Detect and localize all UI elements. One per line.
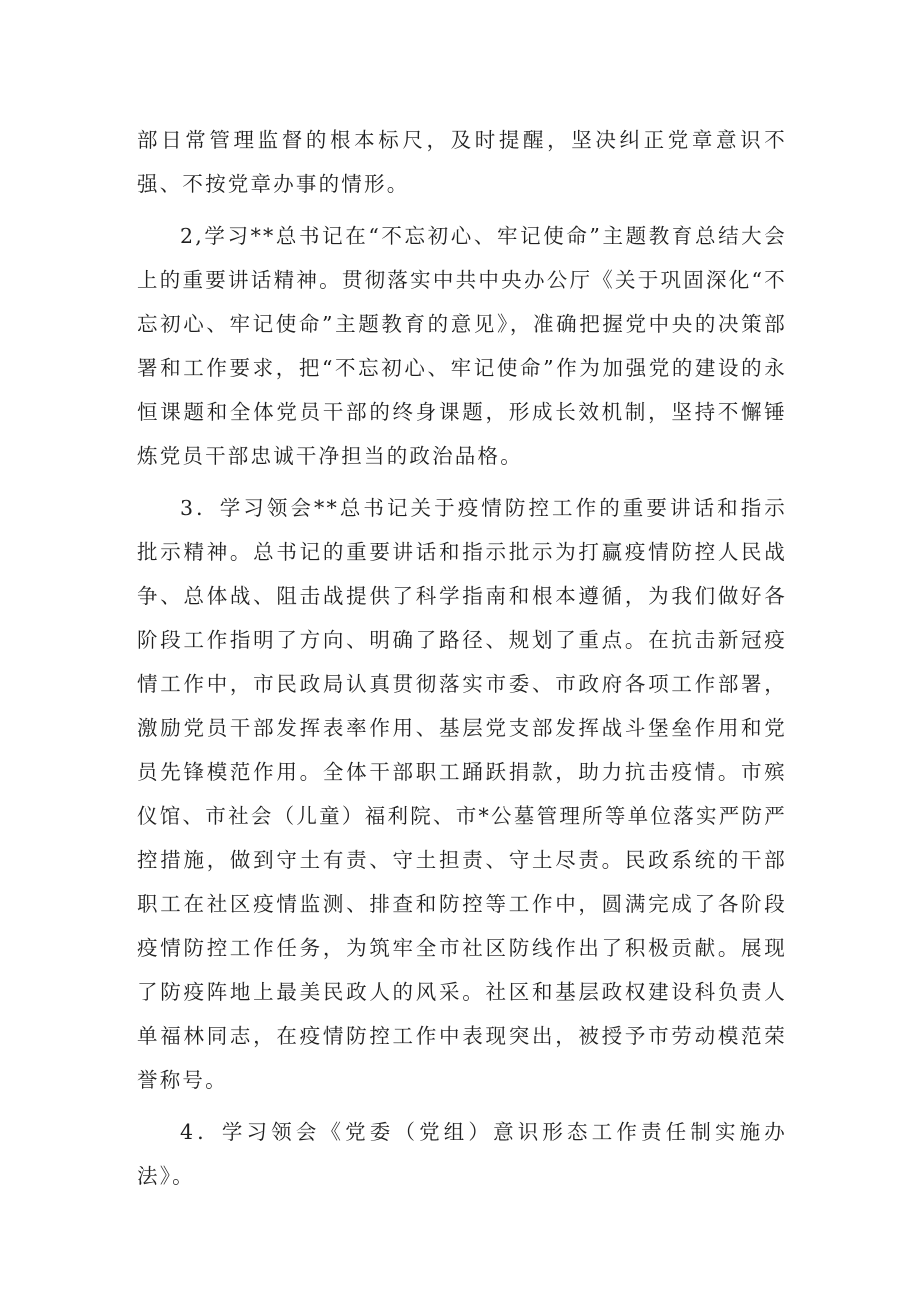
document-body [137, 118, 787, 1206]
paragraph-continuation: 部日常管理监督的根本标尺，及时提醒，坚决纠正党章意识不强、不按党章办事的情形。 [137, 128, 787, 196]
paragraph-item-3: 3．学习领会**总书记关于疫情防控工作的重要讲话和指示批示精神。总书记的重要讲话和指示批示为打赢疫情防控人民战争、总体战、阻击战提供了科学指南和根本遵循，为我们做好各阶段工作指明了方向、明确了路径、规划了重点。在抗击新冠疫情工作中，市民政局认真贯彻落实市委、市政府各项工作部署，激励党员干部发挥表率作用、基层党支部发挥战斗堡垒作用和党员先锋模范作用。全体干部职工踊跃捐款，助力抗击疫情。市殡仪馆、市社会（儿童）福利院、市*公墓管理所等单位落实严防严控措施，做到守土有责、守土担责、守土尽责。民政系统的干部职工在社区疫情监测、排查和防控等工作中，圆满完成了各阶段疫情防控工作任务，为筑牢全市社区防线作出了积极贡献。展现了防疫阵地上最美民政人的风采。社区和基层政权建设科负责人单福林同志，在疫情防控工作中表现突出，被授予市劳动模范荣誉称号。 [137, 496, 787, 1092]
paragraph-item-2: 2,学习**总书记在“不忘初心、牢记使命”主题教育总结大会上的重要讲话精神。贯彻落实中共中央办公厅《关于巩固深化“不忘初心、牢记使命”主题教育的意见》，准确把握党中央的决策部署和工作要求，把“不忘初心、牢记使命”作为加强党的建设的永恒课题和全体党员干部的终身课题，形成长效机制，坚持不懈锤炼党员干部忠诚干净担当的政治品格。 [137, 224, 787, 468]
paragraph-item-4: 4．学习领会《党委（党组）意识形态工作责任制实施办法》。 [137, 1120, 787, 1188]
